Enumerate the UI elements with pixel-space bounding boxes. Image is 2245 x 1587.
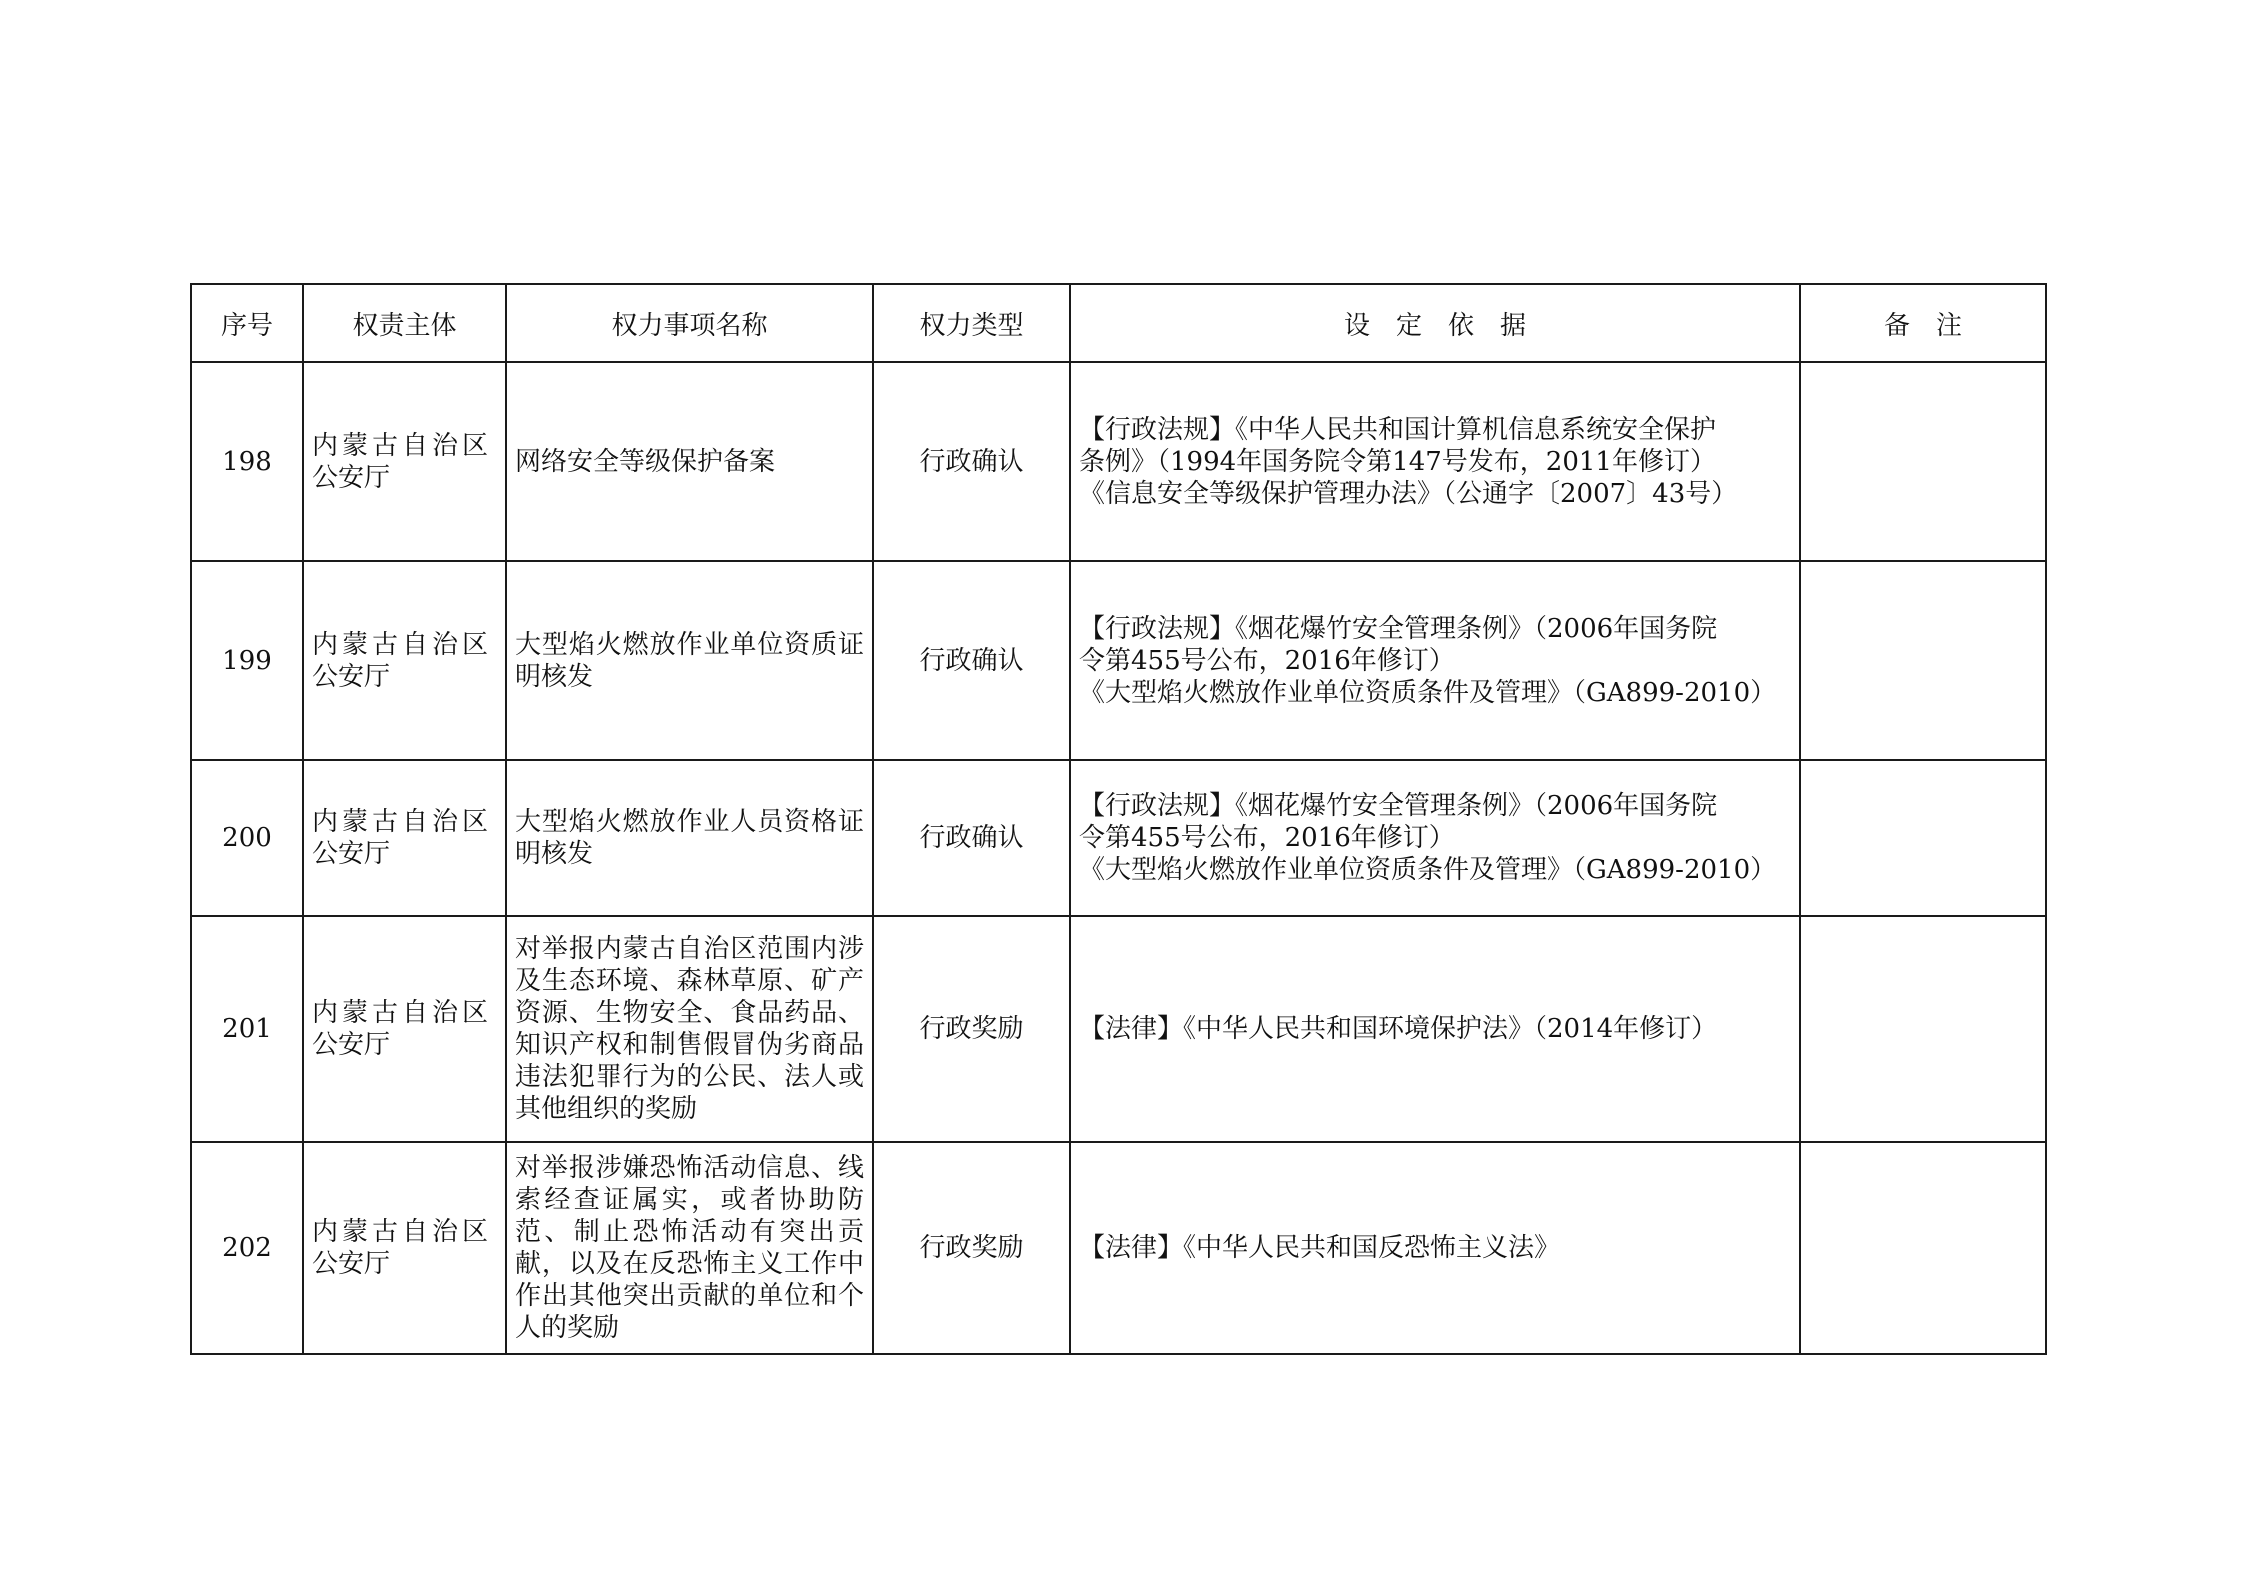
row-item-name: 大型焰火燃放作业人员资格证明核发 <box>506 760 873 916</box>
header-seq: 序号 <box>191 284 303 362</box>
basis-line: 【行政法规】《烟花爆竹安全管理条例》（2006年国务院 <box>1079 791 1718 821</box>
basis-line: 《大型焰火燃放作业单位资质条件及管理》（GA899-2010） <box>1079 677 1777 708</box>
basis-line: 条例》（1994年国务院令第147号发布，2011年修订） <box>1079 446 1716 477</box>
row-note <box>1800 916 2046 1142</box>
row-item-name: 对举报内蒙古自治区范围内涉及生态环境、森林草原、矿产资源、生物安全、食品药品、知识产权和制售假冒伪劣商品违法犯罪行为的公民、法人或其他组织的奖励 <box>506 916 873 1142</box>
row-subject <box>303 916 506 1142</box>
row-seq: 201 <box>191 916 303 1142</box>
row-basis <box>1070 561 1800 760</box>
row-power-type: 行政确认 <box>873 362 1070 561</box>
table-header-row <box>191 284 2046 362</box>
row-item-name: 大型焰火燃放作业单位资质证明核发 <box>506 561 873 760</box>
row-note <box>1800 1142 2046 1354</box>
row-note <box>1800 760 2046 916</box>
row-subject-line2: 公安厅 <box>312 1030 391 1060</box>
row-item-name: 对举报涉嫌恐怖活动信息、线索经查证属实，或者协助防范、制止恐怖活动有突出贡献，以及在反恐怖主义工作中作出其他突出贡献的单位和个人的奖励 <box>506 1142 873 1354</box>
header-power-type: 权力类型 <box>873 284 1070 362</box>
basis-line: 《大型焰火燃放作业单位资质条件及管理》（GA899-2010） <box>1079 855 1777 885</box>
row-note <box>1800 362 2046 561</box>
header-basis: 设 定 依 据 <box>1070 284 1800 362</box>
basis-line: 【行政法规】《中华人民共和国计算机信息系统安全保护 <box>1079 414 1717 445</box>
basis-line: 【法律】《中华人民共和国环境保护法》（2014年修订） <box>1079 1014 1718 1044</box>
row-subject-line1: 内蒙古自治区 <box>312 629 493 660</box>
row-basis <box>1070 760 1800 916</box>
row-power-type: 行政奖励 <box>873 1142 1070 1354</box>
row-basis <box>1070 362 1800 561</box>
row-note <box>1800 561 2046 760</box>
row-seq: 199 <box>191 561 303 760</box>
table-row <box>191 561 2046 760</box>
row-subject-line1: 内蒙古自治区 <box>312 998 493 1028</box>
header-item-name: 权力事项名称 <box>506 284 873 362</box>
table-row <box>191 916 2046 1142</box>
row-item-name: 网络安全等级保护备案 <box>506 362 873 561</box>
table-row <box>191 362 2046 561</box>
row-power-type: 行政确认 <box>873 561 1070 760</box>
row-subject-line2: 公安厅 <box>312 1249 391 1279</box>
row-power-type: 行政奖励 <box>873 916 1070 1142</box>
basis-line: 《信息安全等级保护管理办法》（公通字〔2007〕43号） <box>1079 478 1738 509</box>
row-subject-line1: 内蒙古自治区 <box>312 1217 493 1247</box>
row-subject <box>303 1142 506 1354</box>
row-subject <box>303 561 506 760</box>
power-list-table <box>190 283 2047 1355</box>
row-seq: 200 <box>191 760 303 916</box>
row-power-type: 行政确认 <box>873 760 1070 916</box>
header-note: 备 注 <box>1800 284 2046 362</box>
row-basis <box>1070 1142 1800 1354</box>
row-subject-line2: 公安厅 <box>312 839 391 869</box>
row-subject-line2: 公安厅 <box>312 462 391 493</box>
row-subject-line2: 公安厅 <box>312 661 391 692</box>
row-subject-line1: 内蒙古自治区 <box>312 430 493 461</box>
row-seq: 198 <box>191 362 303 561</box>
row-basis <box>1070 916 1800 1142</box>
row-subject-line1: 内蒙古自治区 <box>312 807 493 837</box>
row-seq: 202 <box>191 1142 303 1354</box>
basis-line: 令第455号公布，2016年修订） <box>1079 823 1455 853</box>
header-subject: 权责主体 <box>303 284 506 362</box>
basis-line: 【行政法规】《烟花爆竹安全管理条例》（2006年国务院 <box>1079 613 1718 644</box>
table-row <box>191 1142 2046 1354</box>
row-subject <box>303 362 506 561</box>
row-subject <box>303 760 506 916</box>
table-row <box>191 760 2046 916</box>
basis-line: 【法律】《中华人民共和国反恐怖主义法》 <box>1079 1233 1561 1263</box>
basis-line: 令第455号公布，2016年修订） <box>1079 645 1455 676</box>
